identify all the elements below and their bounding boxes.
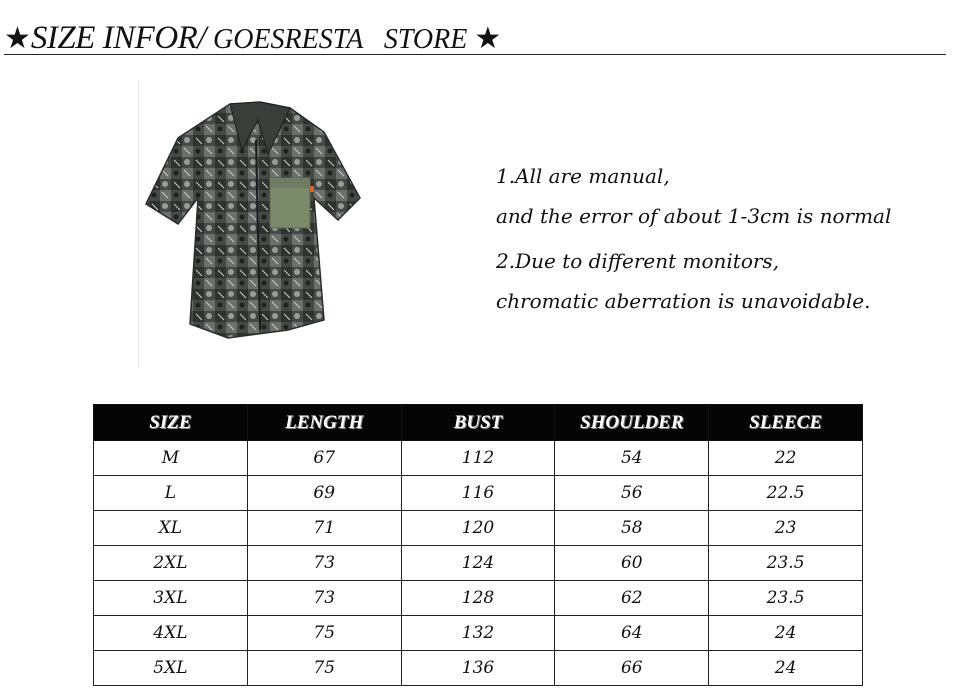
table-cell: 23 (709, 511, 863, 546)
table-cell: 112 (401, 441, 555, 476)
table-cell: 22 (709, 441, 863, 476)
table-cell: M (94, 441, 248, 476)
table-cell: 67 (247, 441, 401, 476)
table-row (94, 616, 863, 651)
col-header-length: LENGTH (247, 405, 401, 441)
product-image (138, 80, 378, 368)
table-cell: 64 (555, 616, 709, 651)
table-cell: 128 (401, 581, 555, 616)
table-cell: 4XL (94, 616, 248, 651)
table-cell: 56 (555, 476, 709, 511)
table-cell: 75 (247, 651, 401, 686)
table-cell: 60 (555, 546, 709, 581)
table-cell: 62 (555, 581, 709, 616)
table-cell: 132 (401, 616, 555, 651)
table-cell: 58 (555, 511, 709, 546)
table-cell: 136 (401, 651, 555, 686)
table-cell: 23.5 (709, 546, 863, 581)
table-row (94, 511, 863, 546)
table-cell: 3XL (94, 581, 248, 616)
table-cell: 124 (401, 546, 555, 581)
size-table (93, 404, 863, 686)
table-row (94, 476, 863, 511)
col-header-sleeve: SLEECE (709, 405, 863, 441)
table-cell: 71 (247, 511, 401, 546)
table-row (94, 441, 863, 476)
star-icon: ★ (474, 21, 502, 56)
star-icon: ★ (4, 21, 31, 56)
table-cell: 5XL (94, 651, 248, 686)
col-header-shoulder: SHOULDER (555, 405, 709, 441)
table-row (94, 651, 863, 686)
note-line: chromatic aberration is unavoidable. (496, 289, 871, 313)
table-cell: 66 (555, 651, 709, 686)
note-line: and the error of about 1-3cm is normal (496, 204, 892, 228)
table-cell: 69 (247, 476, 401, 511)
page-header (4, 20, 946, 55)
table-cell: 54 (555, 441, 709, 476)
table-cell: L (94, 476, 248, 511)
table-cell: 120 (401, 511, 555, 546)
note-line: 2.Due to different monitors, (496, 249, 780, 273)
table-cell: 73 (247, 546, 401, 581)
table-cell: 2XL (94, 546, 248, 581)
table-cell: 24 (709, 616, 863, 651)
shirt-image (138, 80, 378, 368)
table-cell: 23.5 (709, 581, 863, 616)
col-header-bust: BUST (401, 405, 555, 441)
table-row (94, 581, 863, 616)
table-row (94, 546, 863, 581)
table-cell: 24 (709, 651, 863, 686)
table-cell: XL (94, 511, 248, 546)
header-store-name: GOESRESTA STORE (205, 24, 475, 55)
table-header-row (94, 405, 863, 441)
table-cell: 22.5 (709, 476, 863, 511)
col-header-size: SIZE (94, 405, 248, 441)
header-title: SIZE INFOR/ (30, 20, 206, 56)
table-cell: 75 (247, 616, 401, 651)
table-cell: 116 (401, 476, 555, 511)
note-line: 1.All are manual, (496, 164, 670, 188)
table-cell: 73 (247, 581, 401, 616)
